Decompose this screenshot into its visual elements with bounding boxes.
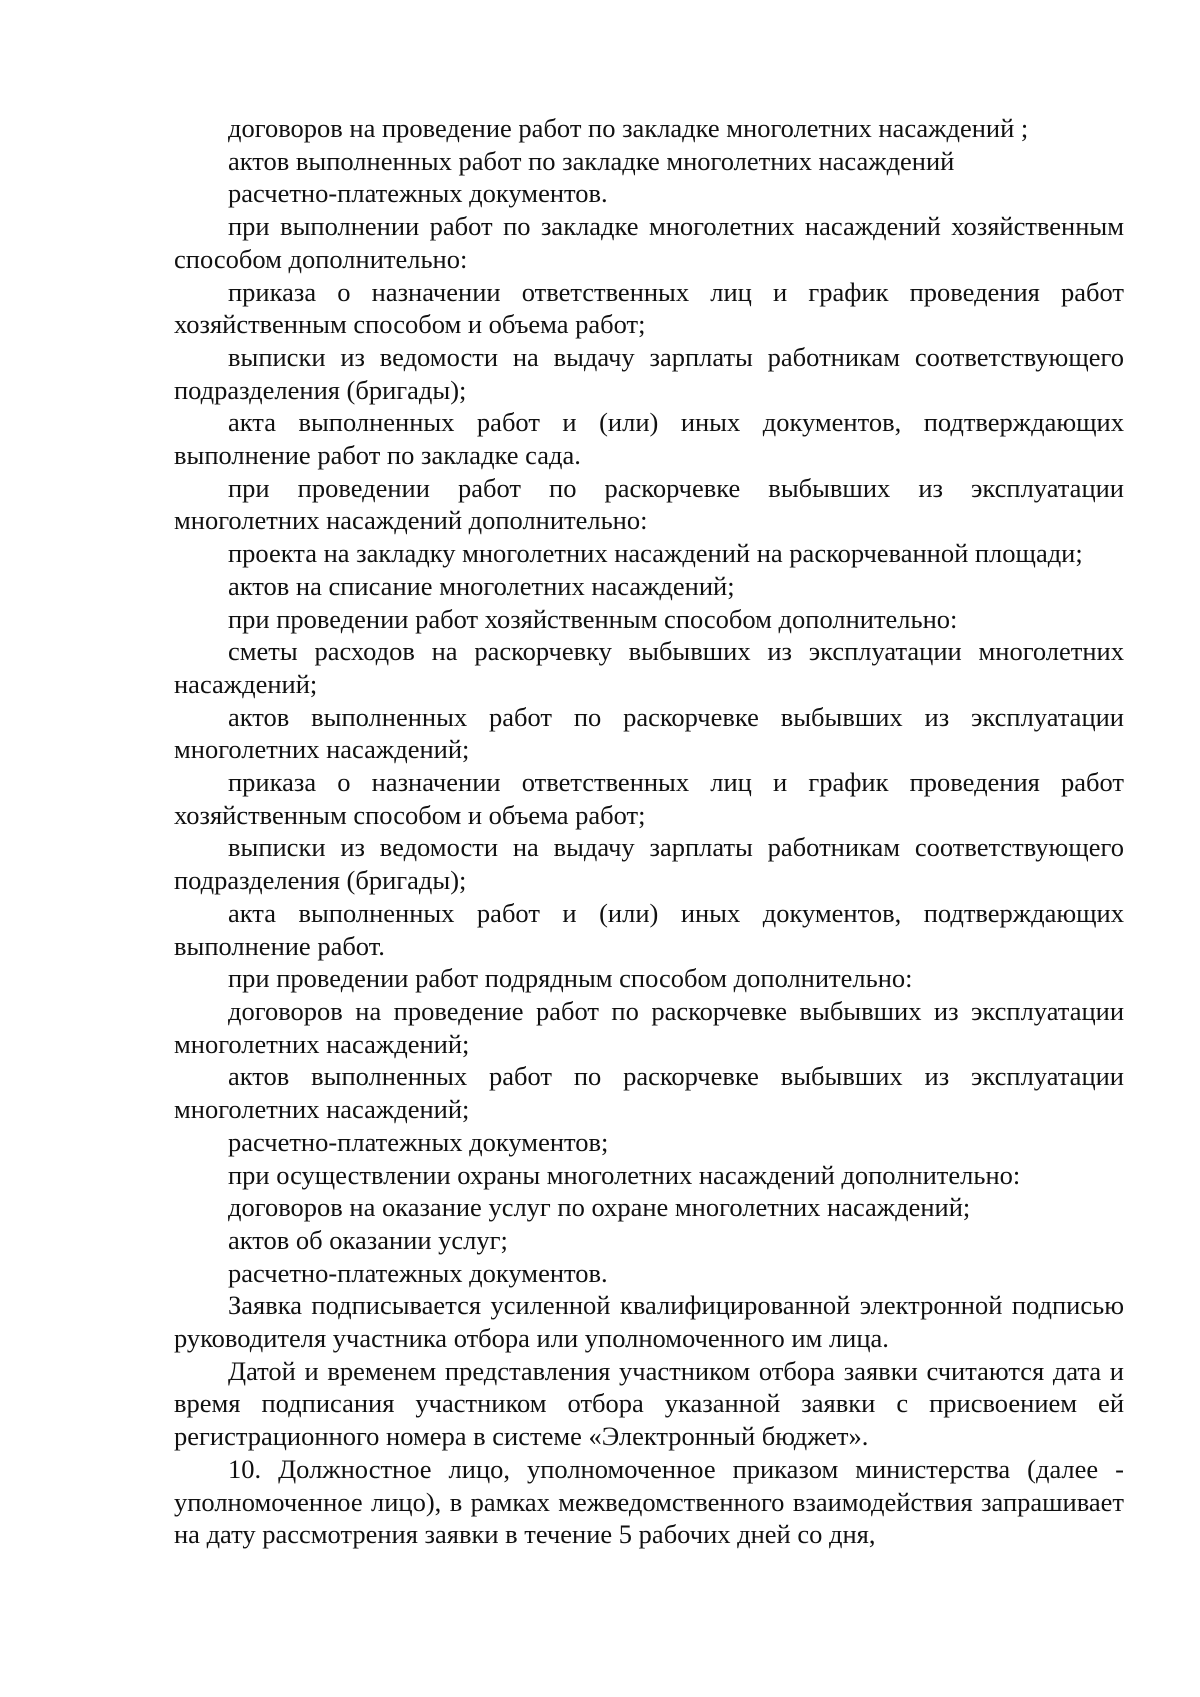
paragraph-act-garden: акта выполненных работ и (или) иных документов, подтверждающих выполнение работ по закладке сада. <box>174 407 1124 471</box>
paragraph-section-10: 10. Должностное лицо, уполномоченное приказом министерства (далее - уполномоченное лицо), в рамках межведомственного взаимодействия запрашивает на дату рассмотрения заявки в течение 5 рабочих дней со дня, <box>174 1453 1124 1550</box>
paragraph-service-acts: актов об оказании услуг; <box>228 1224 508 1255</box>
paragraph-acts-uprooting-2: актов выполненных работ по раскорчевке выбывших из эксплуатации многолетних насаждений; <box>174 1061 1124 1125</box>
paragraph-payment-docs-2: расчетно-платежных документов; <box>228 1126 609 1157</box>
paragraph-project-planting: проекта на закладку многолетних насаждений на раскорчеванной площади; <box>228 538 1083 569</box>
paragraph-payment-docs-3: расчетно-платежных документов. <box>228 1257 608 1288</box>
paragraph-act-works: акта выполненных работ и (или) иных документов, подтверждающих выполнение работ. <box>174 897 1124 961</box>
paragraph-contracts-uprooting: договоров на проведение работ по раскорчевке выбывших из эксплуатации многолетних насаждений; <box>174 995 1124 1059</box>
paragraph-own-method-planting: при выполнении работ по закладке многолетних насаждений хозяйственным способом дополнительно: <box>174 211 1124 274</box>
paragraph-application-signature: Заявка подписывается усиленной квалифицированной электронной подписью руководителя участника отбора или уполномоченного им лица. <box>174 1290 1124 1354</box>
paragraph-payment-docs-1: расчетно-платежных документов. <box>228 178 608 209</box>
paragraph-protection-contracts: договоров на оказание услуг по охране многолетних насаждений; <box>228 1192 971 1223</box>
paragraph-own-method-uprooting: при проведении работ хозяйственным способом дополнительно: <box>228 603 958 634</box>
paragraph-acts-planting: актов выполненных работ по закладке многолетних насаждений <box>228 145 955 176</box>
paragraph-order-responsible-2: приказа о назначении ответственных лиц и график проведения работ хозяйственным способом и объема работ; <box>174 767 1124 830</box>
paragraph-order-responsible-1: приказа о назначении ответственных лиц и график проведения работ хозяйственным способом и объема работ; <box>174 276 1124 340</box>
paragraph-write-off-acts: актов на списание многолетних насаждений; <box>228 570 735 601</box>
paragraph-protection: при осуществлении охраны многолетних насаждений дополнительно: <box>228 1159 1021 1190</box>
paragraph-contract-method: при проведении работ подрядным способом дополнительно: <box>228 963 913 994</box>
document-body <box>174 112 1124 1551</box>
paragraph-submission-date: Датой и временем представления участником отбора заявки считаются дата и время подписания участником отбора указанной заявки с присвоением ей регистрационного номера в системе «Электронный бюджет». <box>174 1355 1124 1452</box>
paragraph-contracts-planting: договоров на проведение работ по закладке многолетних насаждений ; <box>228 113 1029 143</box>
paragraph-cost-estimate: сметы расходов на раскорчевку выбывших из эксплуатации многолетних насаждений; <box>174 636 1124 699</box>
paragraph-salary-statement-2: выписки из ведомости на выдачу зарплаты работникам соответствующего подразделения (бригады); <box>174 832 1124 896</box>
paragraph-salary-statement-1: выписки из ведомости на выдачу зарплаты работникам соответствующего подразделения (бригады); <box>174 341 1124 405</box>
paragraph-acts-uprooting-1: актов выполненных работ по раскорчевке выбывших из эксплуатации многолетних насаждений; <box>174 701 1124 765</box>
paragraph-uprooting-works: при проведении работ по раскорчевке выбывших из эксплуатации многолетних насаждений дополнительно: <box>174 472 1124 536</box>
